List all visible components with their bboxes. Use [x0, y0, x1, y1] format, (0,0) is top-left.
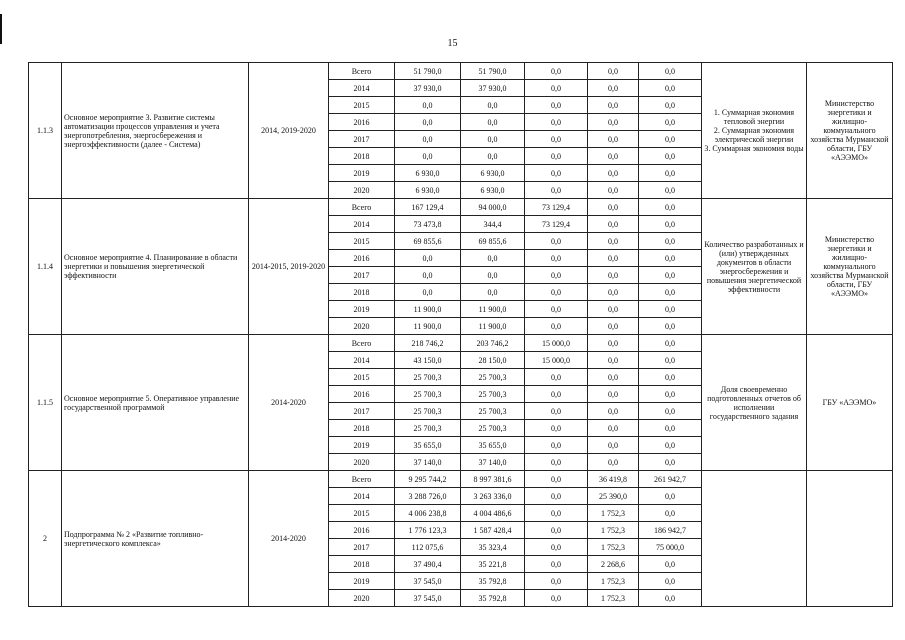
- regional-budget-cell: 35 792,8: [461, 590, 525, 607]
- total-cell: 25 700,3: [395, 420, 461, 437]
- regional-budget-cell: 4 004 486,6: [461, 505, 525, 522]
- regional-budget-cell: 11 900,0: [461, 301, 525, 318]
- regional-budget-cell: 25 700,3: [461, 386, 525, 403]
- federal-budget-cell: 0,0: [525, 573, 588, 590]
- federal-budget-cell: 0,0: [525, 250, 588, 267]
- regional-budget-cell: 203 746,2: [461, 335, 525, 352]
- federal-budget-cell: 0,0: [525, 420, 588, 437]
- local-budget-cell: 0,0: [588, 97, 639, 114]
- regional-budget-cell: 0,0: [461, 250, 525, 267]
- extrabudget-cell: 0,0: [639, 63, 702, 80]
- federal-budget-cell: 73 129,4: [525, 216, 588, 233]
- federal-budget-cell: 0,0: [525, 318, 588, 335]
- total-cell: 0,0: [395, 250, 461, 267]
- federal-budget-cell: 0,0: [525, 148, 588, 165]
- section-number: 2: [29, 471, 62, 607]
- year-cell: 2016: [329, 250, 395, 267]
- section-name: Основное мероприятие 3. Развитие системы автоматизации процессов управления и учета энергопотребления, энергосбережения и энергоэффективности (далее - Система): [62, 63, 249, 199]
- responsible-cell: [807, 471, 893, 607]
- total-cell: 43 150,0: [395, 352, 461, 369]
- federal-budget-cell: 0,0: [525, 80, 588, 97]
- local-budget-cell: 0,0: [588, 199, 639, 216]
- federal-budget-cell: 0,0: [525, 369, 588, 386]
- total-cell: 6 930,0: [395, 165, 461, 182]
- extrabudget-cell: 0,0: [639, 488, 702, 505]
- regional-budget-cell: 0,0: [461, 97, 525, 114]
- total-cell: 11 900,0: [395, 301, 461, 318]
- federal-budget-cell: 0,0: [525, 182, 588, 199]
- year-cell: 2014: [329, 352, 395, 369]
- regional-budget-cell: 0,0: [461, 267, 525, 284]
- federal-budget-cell: 0,0: [525, 131, 588, 148]
- year-cell: 2018: [329, 420, 395, 437]
- extrabudget-cell: 0,0: [639, 437, 702, 454]
- total-cell: 0,0: [395, 284, 461, 301]
- local-budget-cell: 0,0: [588, 284, 639, 301]
- year-cell: 2017: [329, 403, 395, 420]
- total-cell: 25 700,3: [395, 369, 461, 386]
- regional-budget-cell: 6 930,0: [461, 182, 525, 199]
- regional-budget-cell: 0,0: [461, 114, 525, 131]
- local-budget-cell: 0,0: [588, 420, 639, 437]
- federal-budget-cell: 0,0: [525, 63, 588, 80]
- local-budget-cell: 0,0: [588, 454, 639, 471]
- extrabudget-cell: 186 942,7: [639, 522, 702, 539]
- year-cell: 2014: [329, 488, 395, 505]
- year-cell: 2018: [329, 148, 395, 165]
- extrabudget-cell: 0,0: [639, 148, 702, 165]
- local-budget-cell: 0,0: [588, 386, 639, 403]
- total-cell: 37 545,0: [395, 573, 461, 590]
- total-cell: 37 490,4: [395, 556, 461, 573]
- total-cell: 4 006 238,8: [395, 505, 461, 522]
- total-cell: 112 075,6: [395, 539, 461, 556]
- responsible-cell: Министерство энергетики и жилищно-коммунального хозяйства Мурманской области, ГБУ «АЭЭМО»: [807, 199, 893, 335]
- section-period: 2014, 2019-2020: [249, 63, 329, 199]
- extrabudget-cell: 0,0: [639, 556, 702, 573]
- extrabudget-cell: 0,0: [639, 590, 702, 607]
- section-period: 2014-2020: [249, 471, 329, 607]
- year-cell: Всего: [329, 199, 395, 216]
- page-number: 15: [447, 38, 458, 49]
- section-period: 2014-2020: [249, 335, 329, 471]
- extrabudget-cell: 0,0: [639, 267, 702, 284]
- year-cell: 2020: [329, 454, 395, 471]
- local-budget-cell: 0,0: [588, 114, 639, 131]
- local-budget-cell: 0,0: [588, 233, 639, 250]
- year-cell: 2018: [329, 284, 395, 301]
- program-funding-table: [28, 62, 893, 607]
- federal-budget-cell: 0,0: [525, 437, 588, 454]
- section-period: 2014-2015, 2019-2020: [249, 199, 329, 335]
- total-cell: 69 855,6: [395, 233, 461, 250]
- year-cell: 2015: [329, 97, 395, 114]
- extrabudget-cell: 0,0: [639, 284, 702, 301]
- local-budget-cell: 0,0: [588, 216, 639, 233]
- year-cell: 2015: [329, 505, 395, 522]
- year-cell: 2014: [329, 216, 395, 233]
- total-cell: 35 655,0: [395, 437, 461, 454]
- year-cell: 2017: [329, 131, 395, 148]
- federal-budget-cell: 0,0: [525, 284, 588, 301]
- local-budget-cell: 0,0: [588, 63, 639, 80]
- regional-budget-cell: 11 900,0: [461, 318, 525, 335]
- year-cell: 2014: [329, 80, 395, 97]
- regional-budget-cell: 37 930,0: [461, 80, 525, 97]
- total-cell: 3 288 726,0: [395, 488, 461, 505]
- federal-budget-cell: 0,0: [525, 403, 588, 420]
- local-budget-cell: 0,0: [588, 80, 639, 97]
- table-row: [29, 335, 893, 352]
- regional-budget-cell: 69 855,6: [461, 233, 525, 250]
- local-budget-cell: 0,0: [588, 352, 639, 369]
- year-cell: 2020: [329, 318, 395, 335]
- total-cell: 37 545,0: [395, 590, 461, 607]
- extrabudget-cell: 0,0: [639, 386, 702, 403]
- extrabudget-cell: 0,0: [639, 250, 702, 267]
- year-cell: 2018: [329, 556, 395, 573]
- indicator-cell: [702, 335, 807, 471]
- regional-budget-cell: 344,4: [461, 216, 525, 233]
- regional-budget-cell: 25 700,3: [461, 403, 525, 420]
- regional-budget-cell: 0,0: [461, 148, 525, 165]
- section-number: 1.1.4: [29, 199, 62, 335]
- year-cell: 2017: [329, 267, 395, 284]
- regional-budget-cell: 35 792,8: [461, 573, 525, 590]
- table-row: [29, 471, 893, 488]
- section-name: Основное мероприятие 5. Оперативное управление государственной программой: [62, 335, 249, 471]
- extrabudget-cell: 0,0: [639, 318, 702, 335]
- section-name: Основное мероприятие 4. Планирование в области энергетики и повышения энергетической эффективности: [62, 199, 249, 335]
- federal-budget-cell: 0,0: [525, 590, 588, 607]
- total-cell: 37 140,0: [395, 454, 461, 471]
- total-cell: 167 129,4: [395, 199, 461, 216]
- total-cell: 6 930,0: [395, 182, 461, 199]
- total-cell: 37 930,0: [395, 80, 461, 97]
- extrabudget-cell: 0,0: [639, 573, 702, 590]
- local-budget-cell: 0,0: [588, 267, 639, 284]
- local-budget-cell: 0,0: [588, 318, 639, 335]
- indicator-cell: [702, 199, 807, 335]
- regional-budget-cell: 6 930,0: [461, 165, 525, 182]
- extrabudget-cell: 0,0: [639, 420, 702, 437]
- federal-budget-cell: 0,0: [525, 471, 588, 488]
- indicator-cell: [702, 63, 807, 199]
- federal-budget-cell: 0,0: [525, 522, 588, 539]
- federal-budget-cell: 0,0: [525, 233, 588, 250]
- year-cell: 2015: [329, 233, 395, 250]
- year-cell: Всего: [329, 471, 395, 488]
- total-cell: 0,0: [395, 267, 461, 284]
- federal-budget-cell: 73 129,4: [525, 199, 588, 216]
- extrabudget-cell: 261 942,7: [639, 471, 702, 488]
- total-cell: 0,0: [395, 114, 461, 131]
- local-budget-cell: 2 268,6: [588, 556, 639, 573]
- federal-budget-cell: 15 000,0: [525, 335, 588, 352]
- section-number: 1.1.5: [29, 335, 62, 471]
- extrabudget-cell: 0,0: [639, 403, 702, 420]
- local-budget-cell: 0,0: [588, 165, 639, 182]
- local-budget-cell: 1 752,3: [588, 590, 639, 607]
- local-budget-cell: 0,0: [588, 335, 639, 352]
- extrabudget-cell: 0,0: [639, 182, 702, 199]
- regional-budget-cell: 0,0: [461, 284, 525, 301]
- year-cell: Всего: [329, 63, 395, 80]
- extrabudget-cell: 0,0: [639, 233, 702, 250]
- year-cell: 2020: [329, 182, 395, 199]
- federal-budget-cell: 0,0: [525, 165, 588, 182]
- year-cell: 2015: [329, 369, 395, 386]
- year-cell: 2016: [329, 522, 395, 539]
- local-budget-cell: 1 752,3: [588, 539, 639, 556]
- regional-budget-cell: 3 263 336,0: [461, 488, 525, 505]
- extrabudget-cell: 0,0: [639, 335, 702, 352]
- local-budget-cell: 1 752,3: [588, 522, 639, 539]
- regional-budget-cell: 8 997 381,6: [461, 471, 525, 488]
- regional-budget-cell: 0,0: [461, 131, 525, 148]
- extrabudget-cell: 0,0: [639, 505, 702, 522]
- local-budget-cell: 25 390,0: [588, 488, 639, 505]
- local-budget-cell: 0,0: [588, 182, 639, 199]
- total-cell: 218 746,2: [395, 335, 461, 352]
- extrabudget-cell: 0,0: [639, 80, 702, 97]
- total-cell: 1 776 123,3: [395, 522, 461, 539]
- local-budget-cell: 0,0: [588, 403, 639, 420]
- local-budget-cell: 1 752,3: [588, 505, 639, 522]
- local-budget-cell: 0,0: [588, 301, 639, 318]
- federal-budget-cell: 0,0: [525, 301, 588, 318]
- year-cell: 2020: [329, 590, 395, 607]
- extrabudget-cell: 0,0: [639, 131, 702, 148]
- year-cell: 2019: [329, 573, 395, 590]
- regional-budget-cell: 25 700,3: [461, 369, 525, 386]
- total-cell: 11 900,0: [395, 318, 461, 335]
- total-cell: 0,0: [395, 97, 461, 114]
- local-budget-cell: 1 752,3: [588, 573, 639, 590]
- table-row: [29, 199, 893, 216]
- regional-budget-cell: 28 150,0: [461, 352, 525, 369]
- section-name: Подпрограмма № 2 «Развитие топливно-энергетического комплекса»: [62, 471, 249, 607]
- regional-budget-cell: 94 000,0: [461, 199, 525, 216]
- indicator-cell: [702, 471, 807, 607]
- extrabudget-cell: 0,0: [639, 454, 702, 471]
- federal-budget-cell: 0,0: [525, 556, 588, 573]
- total-cell: 0,0: [395, 131, 461, 148]
- federal-budget-cell: 0,0: [525, 114, 588, 131]
- section-number: 1.1.3: [29, 63, 62, 199]
- federal-budget-cell: 0,0: [525, 539, 588, 556]
- federal-budget-cell: 0,0: [525, 97, 588, 114]
- year-cell: 2017: [329, 539, 395, 556]
- local-budget-cell: 0,0: [588, 369, 639, 386]
- regional-budget-cell: 35 323,4: [461, 539, 525, 556]
- year-cell: 2016: [329, 114, 395, 131]
- extrabudget-cell: 0,0: [639, 352, 702, 369]
- regional-budget-cell: 1 587 428,4: [461, 522, 525, 539]
- extrabudget-cell: 0,0: [639, 369, 702, 386]
- year-cell: Всего: [329, 335, 395, 352]
- year-cell: 2019: [329, 301, 395, 318]
- local-budget-cell: 36 419,8: [588, 471, 639, 488]
- local-budget-cell: 0,0: [588, 437, 639, 454]
- total-cell: 9 295 744,2: [395, 471, 461, 488]
- year-cell: 2019: [329, 437, 395, 454]
- extrabudget-cell: 0,0: [639, 216, 702, 233]
- extrabudget-cell: 0,0: [639, 199, 702, 216]
- federal-budget-cell: 0,0: [525, 386, 588, 403]
- extrabudget-cell: 0,0: [639, 114, 702, 131]
- regional-budget-cell: 35 655,0: [461, 437, 525, 454]
- year-cell: 2016: [329, 386, 395, 403]
- federal-budget-cell: 0,0: [525, 488, 588, 505]
- responsible-cell: ГБУ «АЭЭМО»: [807, 335, 893, 471]
- total-cell: 25 700,3: [395, 403, 461, 420]
- federal-budget-cell: 15 000,0: [525, 352, 588, 369]
- year-cell: 2019: [329, 165, 395, 182]
- responsible-cell: Министерство энергетики и жилищно-коммунального хозяйства Мурманской области, ГБУ «АЭЭМО»: [807, 63, 893, 199]
- regional-budget-cell: 51 790,0: [461, 63, 525, 80]
- indicator-line: 3. Суммарная экономия воды: [704, 144, 804, 153]
- regional-budget-cell: 35 221,8: [461, 556, 525, 573]
- local-budget-cell: 0,0: [588, 131, 639, 148]
- federal-budget-cell: 0,0: [525, 505, 588, 522]
- total-cell: 0,0: [395, 148, 461, 165]
- indicator-line: 1. Суммарная экономия тепловой энергии: [713, 108, 795, 126]
- extrabudget-cell: 0,0: [639, 165, 702, 182]
- indicator-line: Количество разработанных и (или) утвержденных документов в области энергосбережения и повышения энергетической эффективности: [704, 239, 804, 294]
- total-cell: 51 790,0: [395, 63, 461, 80]
- indicator-line: 2. Суммарная экономия электрической энергии: [713, 126, 795, 144]
- regional-budget-cell: 25 700,3: [461, 420, 525, 437]
- regional-budget-cell: 37 140,0: [461, 454, 525, 471]
- total-cell: 25 700,3: [395, 386, 461, 403]
- federal-budget-cell: 0,0: [525, 454, 588, 471]
- extrabudget-cell: 0,0: [639, 301, 702, 318]
- extrabudget-cell: 0,0: [639, 97, 702, 114]
- local-budget-cell: 0,0: [588, 148, 639, 165]
- indicator-line: Доля своевременно подготовленных отчетов об исполнении государственного задания: [707, 384, 801, 421]
- federal-budget-cell: 0,0: [525, 267, 588, 284]
- total-cell: 73 473,8: [395, 216, 461, 233]
- table-row: [29, 63, 893, 80]
- local-budget-cell: 0,0: [588, 250, 639, 267]
- extrabudget-cell: 75 000,0: [639, 539, 702, 556]
